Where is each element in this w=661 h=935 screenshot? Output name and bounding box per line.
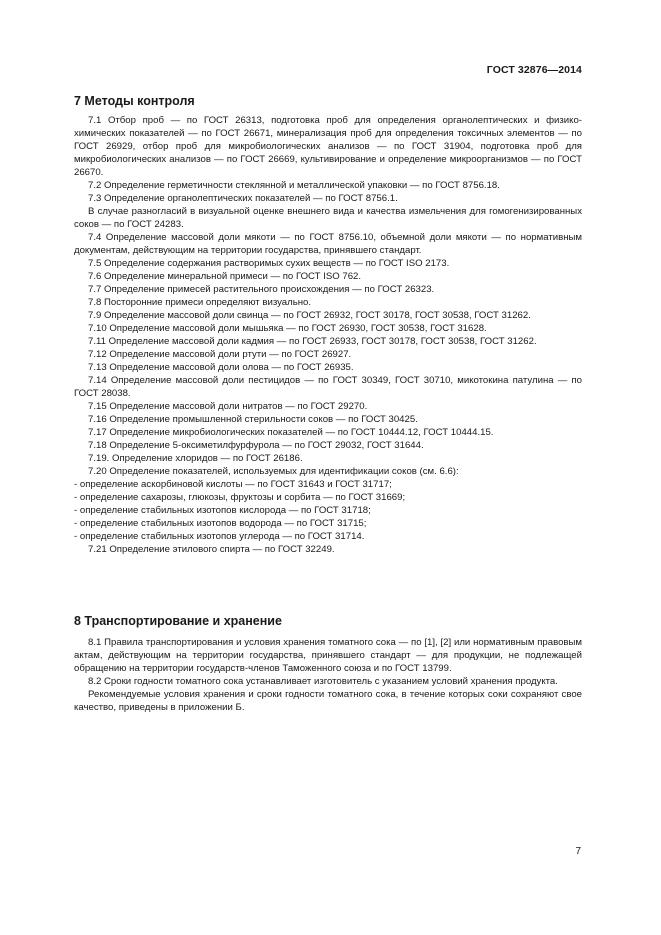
paragraph: 8.1 Правила транспортирования и условия хранения томатного сока — по [1], [2] или нормативным правовым актам, действующим на территории государства, принявшего стандарт — для продукции, не подлежащей обращению на территории государств-членов Таможенного союза и по ГОСТ 13799. xyxy=(74,637,582,674)
paragraph: 7.21 Определение этилового спирта — по ГОСТ 32249. xyxy=(88,544,335,555)
paragraph: 7.20 Определение показателей, используемых для идентификации соков (см. 6.6): xyxy=(88,466,459,477)
paragraph: 7.6 Определение минеральной примеси — по ГОСТ ISO 762. xyxy=(88,271,362,282)
paragraph: 7.13 Определение массовой доли олова — по ГОСТ 26935. xyxy=(88,362,354,373)
section-8-title: 8 Транспортирование и хранение xyxy=(74,614,282,628)
paragraph: 7.16 Определение промышленной стерильности соков — по ГОСТ 30425. xyxy=(88,414,418,425)
paragraph: - определение сахарозы, глюкозы, фруктозы и сорбита — по ГОСТ 31669; xyxy=(74,492,406,503)
paragraph: 8.2 Сроки годности томатного сока устанавливает изготовитель с указанием условий хранения продукта. xyxy=(88,676,558,687)
paragraph: 7.9 Определение массовой доли свинца — по ГОСТ 26932, ГОСТ 30178, ГОСТ 30538, ГОСТ 31262. xyxy=(88,310,531,321)
paragraph: 7.12 Определение массовой доли ртути — по ГОСТ 26927. xyxy=(88,349,352,360)
paragraph: 7.18 Определение 5-оксиметилфурфурола — по ГОСТ 29032, ГОСТ 31644. xyxy=(88,440,424,451)
paragraph: 7.4 Определение массовой доли мякоти — по ГОСТ 8756.10, объемной доли мякоти — по нормативным документам, действующим на территории государства, принявшего стандарт. xyxy=(74,232,582,256)
paragraph: 7.2 Определение герметичности стеклянной и металлической упаковки — по ГОСТ 8756.18. xyxy=(88,180,500,191)
paragraph: 7.7 Определение примесей растительного происхождения — по ГОСТ 26323. xyxy=(88,284,435,295)
section-8-body xyxy=(74,636,582,714)
paragraph: 7.10 Определение массовой доли мышьяка — по ГОСТ 26930, ГОСТ 30538, ГОСТ 31628. xyxy=(88,323,487,334)
page-number: 7 xyxy=(575,846,581,857)
paragraph: - определение стабильных изотопов кислорода — по ГОСТ 31718; xyxy=(74,505,371,516)
paragraph: - определение аскорбиновой кислоты — по ГОСТ 31643 и ГОСТ 31717; xyxy=(74,479,392,490)
paragraph: 7.15 Определение массовой доли нитратов — по ГОСТ 29270. xyxy=(88,401,368,412)
paragraph: 7.8 Посторонние примеси определяют визуально. xyxy=(88,297,312,308)
paragraph: Рекомендуемые условия хранения и сроки годности томатного сока, в течение которых соки сохраняют свое качество, приведены в приложении Б. xyxy=(74,689,582,713)
paragraph: 7.11 Определение массовой доли кадмия — по ГОСТ 26933, ГОСТ 30178, ГОСТ 30538, ГОСТ 31262. xyxy=(88,336,537,347)
section-7-body xyxy=(74,114,582,556)
standard-header: ГОСТ 32876—2014 xyxy=(486,64,582,76)
section-7-title: 7 Методы контроля xyxy=(74,94,195,108)
paragraph: 7.1 Отбор проб — по ГОСТ 26313, подготовка проб для определения органолептических и физико-химических показателей — по ГОСТ 26671, минерализация проб для определения токсичных элементов — по ГОСТ 26929, отбор проб для микробиологических анализов — по ГОСТ 31904, подготовка проб для микробиологических анализов — по ГОСТ 26669, культивирование и определение микроорганизмов — по ГОСТ 26670. xyxy=(74,115,582,178)
paragraph: 7.5 Определение содержания растворимых сухих веществ — по ГОСТ ISO 2173. xyxy=(88,258,450,269)
paragraph: В случае разногласий в визуальной оценке внешнего вида и качества измельчения для гомогенизированных соков — по ГОСТ 24283. xyxy=(74,206,582,230)
paragraph: - определение стабильных изотопов водорода — по ГОСТ 31715; xyxy=(74,518,367,529)
paragraph: 7.17 Определение микробиологических показателей — по ГОСТ 10444.12, ГОСТ 10444.15. xyxy=(88,427,494,438)
paragraph: - определение стабильных изотопов углерода — по ГОСТ 31714. xyxy=(74,531,365,542)
paragraph: 7.14 Определение массовой доли пестицидов — по ГОСТ 30349, ГОСТ 30710, микотокина патулина — по ГОСТ 28038. xyxy=(74,375,582,399)
paragraph: 7.19. Определение хлоридов — по ГОСТ 26186. xyxy=(88,453,303,464)
paragraph: 7.3 Определение органолептических показателей — по ГОСТ 8756.1. xyxy=(88,193,398,204)
